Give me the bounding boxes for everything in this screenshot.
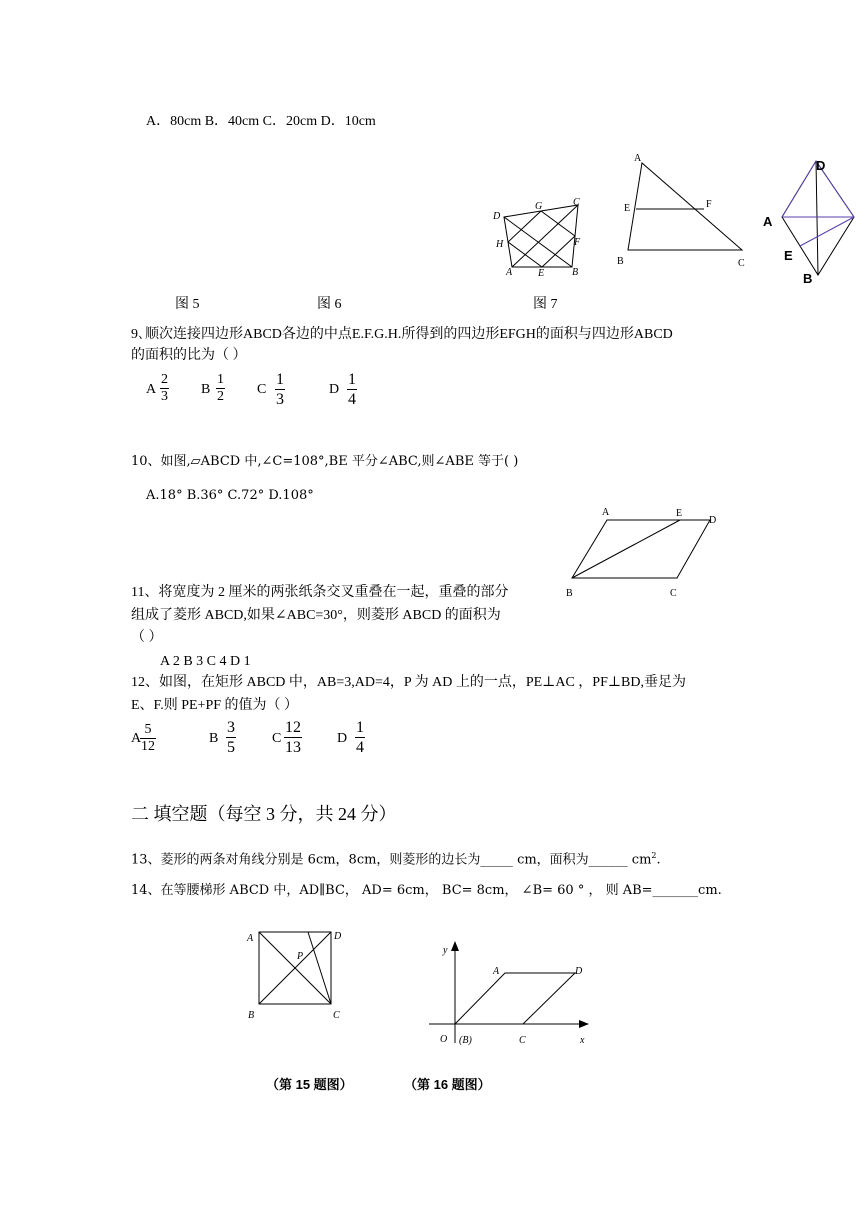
fig7b-label-b: B [803,271,813,286]
q10-fig-label-b: B [566,588,573,599]
q11-line1: 11、将宽度为 2 厘米的两张纸条交叉重叠在一起，重叠的部分 [131,585,509,600]
q9-fraction-d: $\frac{1}{4}$ [348,371,356,408]
q12-option-c: C [272,731,282,746]
q12-option-b: B [209,731,219,746]
fig7a-label-f: F [706,199,712,210]
figure-5-caption: 图 5 [175,297,200,312]
figure-15 [240,925,350,1020]
q12-fraction-d: $\frac{1}{4}$ [356,719,364,756]
q13-main: 13、菱形的两条对角线分别是 6cm，8cm，则菱形的边长为_____ cm，面积为______ cm [131,852,652,868]
fig6-label-f: F [574,237,581,248]
q9-fraction-b: $\frac{1}{2}$ [217,372,224,404]
q9-option-c: C [257,382,267,397]
fig6-label-a: A [506,267,513,278]
fig6-label-d: D [493,211,501,222]
q10-fig-label-c: C [670,588,677,599]
q11-options: A 2 B 3 C 4 D 1 [160,654,251,669]
figure-6 [490,195,590,280]
q12-fraction-c: $\frac{12}{13}$ [285,719,301,756]
figure-7-caption: 图 7 [533,297,558,312]
q10-fig-label-e: E [676,508,683,519]
fig7a-label-e: E [624,203,631,214]
figure-16 [425,935,600,1050]
q12-line2: E、F.则 PE+PF 的值为（ ） [131,698,299,713]
q10-fig-label-a: A [602,507,610,518]
fig6-label-e: E [538,268,545,279]
q12-fraction-b: $\frac{3}{5}$ [227,719,235,756]
q9-option-a: A [146,382,157,397]
fig16-label-d: D [575,966,583,977]
fig16-label-c: C [519,1035,526,1046]
q10-fig-label-d: D [709,515,717,526]
fig6-label-c: C [573,197,580,208]
fig15-label-p: P [297,951,304,962]
q9-line2: 的面积的比为（ ） [131,348,247,363]
fig15-label-b: B [248,1010,255,1021]
fig7b-label-a: A [763,214,773,229]
q12-line1: 12、如图，在矩形 ABCD 中，AB=3,AD=4，P 为 AD 上的一点，PE⊥AC ，PF⊥BD,垂足为 [131,675,686,690]
q9-option-d: D [329,382,340,397]
q10-parallelogram-figure [560,500,730,600]
q12-option-d: D [337,731,348,746]
section-2-heading: 二 填空题（每空 3 分，共 24 分） [131,804,397,824]
fig16-label-b: (B) [459,1035,472,1046]
figure-7-rhombus [760,155,860,290]
fig15-label-d: D [334,931,342,942]
fig15-label-c: C [333,1010,340,1021]
q14-text: 14、在等腰梯形 ABCD 中，AD∥BC， AD= 6cm， BC= 8cm， ∠B= 60 ° ， 则 AB=_______cm. [131,883,722,898]
q13-text [131,847,661,869]
fig7a-label-a: A [634,153,642,164]
fig16-label-y: y [443,945,448,956]
q8-options: A．80cm B．40cm C．20cm D．10cm [146,114,376,129]
figure-15-caption: （第 15 题图） [266,1077,353,1092]
fig16-label-o: O [440,1034,448,1045]
fig16-label-x: x [580,1035,585,1046]
fig6-label-g: G [535,201,543,212]
q9-fraction-c: $\frac{1}{3}$ [276,371,284,408]
q12-fraction-a: $\frac{5}{12}$ [141,722,155,754]
figure-16-caption: （第 16 题图） [404,1077,491,1092]
q12-option-a: A [131,731,142,746]
fig7b-label-d: D [816,158,826,173]
figure-7-triangle [612,150,752,270]
figure-6-caption: 图 6 [317,297,342,312]
fig7a-label-c: C [738,258,745,269]
q10-stem: 10、如图,▱ABCD 中,∠C=108°,BE 平分∠ABC,则∠ABE 等于( ) [131,454,519,469]
fig15-label-a: A [247,933,254,944]
q9-option-b: B [201,382,211,397]
q13-end: . [656,852,661,868]
q13-superscript: 2 [651,851,657,860]
q11-line2: 组成了菱形 ABCD,如果∠ABC=30°，则菱形 ABCD 的面积为 [131,608,501,623]
q9-line1: 9､顺次连接四边形ABCD各边的中点E.F.G.H.所得到的四边形EFGH的面积与四边形ABCD [131,327,673,342]
q11-line3: （ ） [131,630,163,645]
q9-fraction-a: $\frac{2}{3}$ [161,372,168,404]
fig6-label-b: B [572,267,579,278]
fig7b-label-e: E [784,248,793,263]
fig16-label-a: A [493,966,500,977]
q10-options: A.18° B.36° C.72° D.108° [146,488,314,503]
fig7a-label-b: B [617,256,624,267]
fig6-label-h: H [496,239,504,250]
